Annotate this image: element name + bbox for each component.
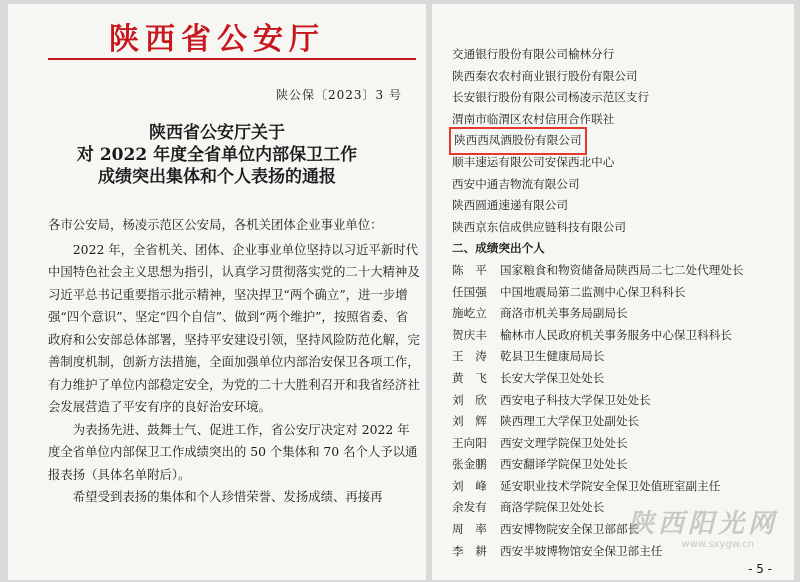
person-name: 刘 欣: [452, 392, 487, 407]
org-list-item: 陕西圆通速递有限公司: [452, 198, 568, 213]
commendation-list: [452, 44, 792, 562]
person-title: 长安大学保卫处处长: [500, 370, 605, 385]
person-list-item: [452, 346, 792, 368]
page-number: - 5 -: [748, 562, 772, 576]
highlight-box: 陕西西凤酒股份有限公司: [452, 130, 584, 152]
section-heading-individuals: 二、成绩突出个人: [452, 241, 545, 256]
person-list-item: [452, 411, 792, 433]
document-title: [8, 122, 426, 188]
title-line-2: 对 2022 年度全省单位内部保卫工作: [76, 145, 358, 165]
person-title: 延安职业技术学院安全保卫处值班室副主任: [500, 478, 721, 493]
site-watermark: 陕西阳光网: [627, 509, 778, 539]
document-page-left: [8, 4, 426, 580]
paragraph-2: 为表扬先进、鼓舞士气、促进工作，省公安厅决定对 2022 年度全省单位内部保卫工作成绩突出的 50 个集体和 70 名个人予以通报表扬（具体名单附后）。: [48, 421, 418, 482]
person-name: 任国强: [452, 284, 487, 299]
person-name: 刘 峰: [452, 478, 487, 493]
document-page-right: [432, 4, 794, 580]
person-name: 陈 平: [452, 262, 487, 277]
site-watermark-url: www.sxygw.cn: [681, 539, 754, 550]
person-title: 西安电子科技大学保卫处处长: [500, 392, 651, 407]
person-list-item: [452, 454, 792, 476]
org-list-item: 顺丰速运有限公司安保西北中心: [452, 154, 615, 169]
agency-letterhead: 陕西省公安厅: [109, 22, 325, 57]
person-list-item: [452, 433, 792, 455]
paragraph-3: 希望受到表扬的集体和个人珍惜荣誉、发扬成绩、再接再: [72, 489, 383, 504]
org-list-item: 陕西秦农农村商业银行股份有限公司: [452, 68, 638, 83]
paragraph-1: 2022 年，全省机关、团体、企业事业单位坚持以习近平新时代中国特色社会主义思想为指引，认真学习贯彻落实党的二十大精神及习近平总书记重要指示批示精神，坚决捍卫“两个确立”，进一步增强“四个意识”、坚定“四个自信”、做到“两个维护”，按照省委、省政府和公安部总体部署，坚持平安建设引领，坚持风险防范化解，完善制度机制，创新方法措施，全面加强单位内部治安保卫各项工作，有力维护了单位内部稳定安全，为党的二十大胜利召开和我省经济社会发展营造了平安有序的良好治安环境。: [48, 241, 420, 414]
document-number: 陕公保〔2023〕3 号: [276, 88, 402, 102]
person-list-item: [452, 476, 792, 498]
person-name: 贺庆丰: [452, 327, 487, 342]
letterhead-red-rule: [48, 58, 416, 60]
person-title: 西安文理学院保卫处处长: [500, 435, 628, 450]
person-name: 施屹立: [452, 306, 487, 321]
title-line-1: 陕西省公安厅关于: [149, 123, 285, 143]
person-list-item: [452, 303, 792, 325]
person-title: 乾县卫生健康局局长: [500, 349, 605, 364]
notice-body: [48, 214, 420, 509]
person-title: 陕西理工大学保卫处副处长: [500, 414, 640, 429]
org-list-item: 交通银行股份有限公司榆林分行: [452, 47, 615, 61]
person-title: 国家粮食和物资储备局陕西局二七二处代理处长: [500, 262, 744, 277]
person-name: 王 涛: [452, 349, 487, 364]
person-name: 李 耕: [452, 543, 487, 558]
person-title: 商洛市机关事务局副局长: [500, 306, 628, 321]
person-name: 张金鹏: [452, 457, 487, 472]
title-line-3: 成绩突出集体和个人表扬的通报: [98, 167, 336, 187]
person-list-item: [452, 390, 792, 412]
salutation: 各市公安局，杨凌示范区公安局，各机关团体企业事业单位：: [48, 217, 383, 232]
person-title: 西安翻译学院保卫处处长: [500, 457, 628, 472]
person-name: 余发有: [452, 500, 487, 515]
person-name: 刘 辉: [452, 414, 487, 429]
org-list-item: 长安银行股份有限公司杨凌示范区支行: [452, 90, 650, 105]
org-list-item: 渭南市临渭区农村信用合作联社: [452, 111, 615, 126]
person-name: 王向阳: [452, 435, 487, 450]
org-list-item: 陕西京东信成供应链科技有限公司: [452, 219, 626, 234]
person-title: 中国地震局第二监测中心保卫科科长: [500, 284, 686, 299]
person-list-item: [452, 260, 792, 282]
person-title: 西安博物院安全保卫部部长: [500, 522, 640, 537]
person-list-item: [452, 368, 792, 390]
org-list-item-highlighted: [452, 130, 792, 152]
person-title: 西安半坡博物馆安全保卫部主任: [500, 543, 663, 558]
person-name: 周 率: [452, 522, 487, 537]
person-title: 榆林市人民政府机关事务服务中心保卫科科长: [500, 327, 732, 342]
person-name: 黄 飞: [452, 370, 487, 385]
person-list-item: [452, 325, 792, 347]
person-list-item: [452, 282, 792, 304]
person-title: 商洛学院保卫处处长: [500, 500, 605, 515]
org-list-item: 西安中通吉物流有限公司: [452, 176, 580, 191]
